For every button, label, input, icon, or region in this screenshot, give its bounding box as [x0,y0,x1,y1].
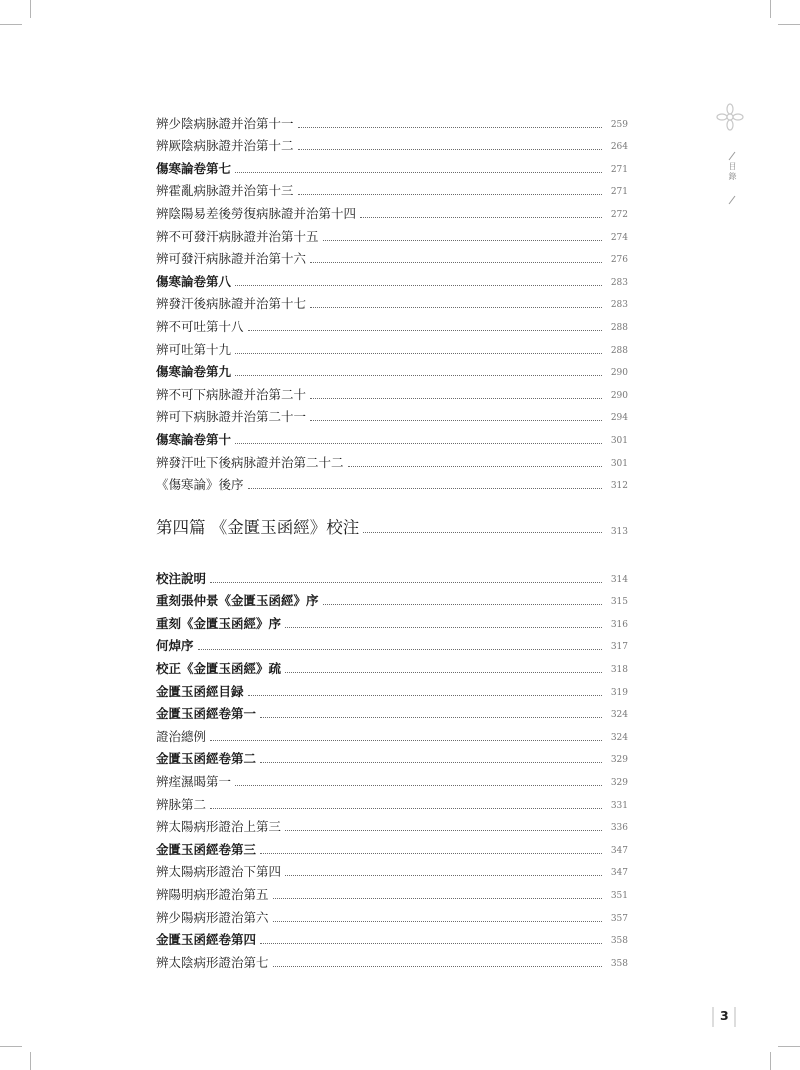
toc-entry-title: 辨少陰病脉證并治第十一 [156,115,294,131]
flower-emblem-icon [716,103,744,131]
toc-leader-dots [323,603,602,605]
toc-entry[interactable] [156,266,628,289]
toc-leader-dots [235,374,602,376]
toc-page-number: 271 [610,164,628,175]
toc-leader-dots [248,487,602,489]
toc-leader-dots [363,531,602,533]
toc-leader-dots [260,942,602,944]
toc-leader-dots [248,329,602,331]
toc-leader-dots [310,306,602,308]
toc-page-number: 351 [610,891,628,901]
toc-page-number: 324 [610,710,628,721]
toc-entry-title: 校正《金匱玉函經》疏 [156,661,282,677]
toc-entry[interactable] [156,631,628,654]
toc-leader-dots [310,261,602,263]
toc-page-number: 324 [610,732,628,743]
crop-mark [778,1046,800,1047]
toc-entry[interactable] [156,902,628,925]
toc-entry-title: 校注說明 [156,570,207,586]
page-number [712,1004,736,1032]
side-tab-label: 目錄 [728,162,737,182]
toc-entry-title: 金匱玉函經卷第二 [156,751,257,767]
toc-leader-dots [273,920,602,922]
toc-leader-dots [198,648,602,650]
toc-leader-dots [298,126,602,128]
toc-leader-dots [298,148,602,150]
crop-mark [30,1052,31,1070]
toc-entry[interactable] [156,721,628,744]
toc-leader-dots [260,761,602,763]
toc-page-number: 264 [610,142,628,153]
toc-entry[interactable] [156,244,628,267]
toc-entry-title: 金匱玉函經卷第一 [156,706,257,722]
toc-page-number: 347 [610,868,628,879]
toc-entry[interactable] [156,176,628,199]
toc-leader-dots [260,852,602,854]
toc-entry[interactable] [156,153,628,176]
toc-entry-title: 辨霍亂病脉證并治第十三 [156,183,294,199]
toc-entry-title: 傷寒論卷第七 [156,160,232,176]
toc-entry-title: 金匱玉函經目録 [156,683,244,699]
toc-page-number: 313 [610,526,628,537]
toc-page-number: 319 [610,687,628,698]
toc-page-number: 318 [610,665,628,676]
side-tab [720,150,744,206]
toc-entry-title: 辨脉第二 [156,796,207,812]
toc-entry[interactable] [156,744,628,767]
toc-entry[interactable] [156,879,628,902]
toc-entry[interactable] [156,131,628,154]
toc-entry[interactable] [156,766,628,789]
toc-entry[interactable] [156,108,628,131]
toc-entry-title: 金匱玉函經卷第四 [156,932,257,948]
toc-entry-title: 金匱玉函經卷第三 [156,841,257,857]
crop-mark [0,24,22,25]
toc-entry-title: 辨陽明病形證治第五 [156,887,269,902]
toc-leader-dots [210,581,602,583]
toc-entry[interactable] [156,379,628,402]
toc-leader-dots [310,419,602,421]
crop-mark [770,1052,771,1070]
toc-entry-title: 辨太陽病形證治下第四 [156,864,282,880]
toc-page-number: 301 [610,458,628,469]
toc-entry[interactable] [156,834,628,857]
toc-entry-title: 辨太陽病形證治上第三 [156,819,282,835]
toc-leader-dots [285,874,602,876]
toc-entry-title: 辨太陰病形證治第七 [156,954,269,970]
toc-page-number: 283 [610,277,628,288]
toc-entry[interactable] [156,586,628,609]
toc-leader-dots [360,216,602,218]
toc-entry[interactable] [156,289,628,312]
toc-entry-title: 傷寒論卷第八 [156,273,232,289]
toc-entry[interactable] [156,402,628,425]
toc-entry[interactable] [156,424,628,447]
toc-entry-title: 《傷寒論》後序 [156,477,244,493]
toc-page-number: 314 [610,574,628,585]
toc-leader-dots [273,897,602,899]
toc-entry[interactable] [156,447,628,470]
toc-leader-dots [210,739,602,741]
toc-leader-dots [210,807,602,809]
toc-page-number: 329 [610,755,628,766]
toc-leader-dots [285,829,602,831]
toc-entry[interactable] [156,789,628,812]
toc-entry[interactable] [156,334,628,357]
toc-entry[interactable] [156,676,628,699]
toc-entry-title: 第四篇 《金匱玉函經》校注 [156,517,360,537]
toc-leader-dots [248,694,602,696]
toc-entry[interactable] [156,812,628,835]
toc-page-number: 331 [610,800,628,811]
toc-page-number: 347 [610,845,628,856]
toc-entry[interactable] [156,653,628,676]
toc-entry-title: 辨少陽病形證治第六 [156,909,269,925]
toc-entry-title: 辨不可下病脉證并治第二十 [156,386,307,402]
toc-page-number: 357 [610,913,628,924]
toc-page-number: 316 [610,619,628,630]
toc-entry-title: 辨發汗吐下後病脉證并治第二十二 [156,454,344,470]
toc-page-number: 276 [610,255,628,266]
toc-page-number: 272 [610,209,628,220]
crop-mark [30,0,31,18]
toc-entry-title: 辨痓濕暍第一 [156,774,232,790]
toc-entry-title: 證治總例 [156,728,207,744]
toc-entry-title: 辨可下病脉證并治第二十一 [156,409,307,425]
toc-leader-dots [235,352,602,354]
toc-entry-title: 傷寒論卷第十 [156,431,232,447]
toc-entry[interactable] [156,470,628,493]
crop-mark [0,1046,22,1047]
toc-entry[interactable] [156,925,628,948]
toc-page-number: 317 [610,642,628,653]
toc-page-number: 290 [610,390,628,401]
toc-entry[interactable] [156,947,628,970]
toc-entry[interactable] [156,699,628,722]
toc-page-number: 274 [610,232,628,243]
toc-page-number: 271 [610,187,628,198]
toc-page-number: 259 [610,119,628,130]
toc-page-number: 288 [610,322,628,333]
toc-section-heading[interactable] [156,492,628,563]
toc-entry-title: 辨厥陰病脉證并治第十二 [156,138,294,154]
toc-entry-title: 辨陰陽易差後勞復病脉證并治第十四 [156,205,357,221]
toc-entry[interactable] [156,221,628,244]
toc-page-number: 283 [610,300,628,311]
toc-page-number: 329 [610,778,628,789]
toc-entry-title: 重刻張仲景《金匱玉函經》序 [156,593,319,609]
toc-page-number: 294 [610,413,628,424]
toc-leader-dots [285,671,602,673]
toc-page-number: 315 [610,597,628,608]
toc-leader-dots [348,465,602,467]
toc-entry-title: 辨可吐第十九 [156,341,232,357]
toc-page-number: 290 [610,368,628,379]
toc-leader-dots [273,965,602,967]
toc-entry-title: 重刻《金匱玉函經》序 [156,615,282,631]
toc-entry[interactable] [156,563,628,586]
toc-entry[interactable] [156,198,628,221]
toc-entry[interactable] [156,857,628,880]
toc-leader-dots [235,442,602,444]
toc-leader-dots [285,626,602,628]
toc-leader-dots [235,784,602,786]
toc-leader-dots [235,284,602,286]
toc-entry[interactable] [156,608,628,631]
toc-entry[interactable] [156,311,628,334]
toc-leader-dots [260,716,602,718]
toc-entry-title: 辨不可吐第十八 [156,318,244,334]
toc-page-number: 312 [610,481,628,492]
crop-mark [778,24,800,25]
toc-entry-title: 辨發汗後病脉證并治第十七 [156,296,307,312]
toc-page-number: 336 [610,823,628,834]
toc-leader-dots [310,397,602,399]
toc-entry-title: 傷寒論卷第九 [156,364,232,380]
page-number-text: 3 [720,1008,729,1023]
toc-entry-title: 辨可發汗病脉證并治第十六 [156,251,307,267]
toc-leader-dots [235,171,602,173]
toc-entry-title: 辨不可發汗病脉證并治第十五 [156,228,319,244]
toc-entry-title: 何焯序 [156,638,194,654]
toc-entry[interactable] [156,357,628,380]
toc-page-number: 288 [610,345,628,356]
table-of-contents [156,108,628,970]
toc-page-number: 358 [610,936,628,947]
toc-leader-dots [323,239,602,241]
crop-mark [770,0,771,18]
toc-page-number: 301 [610,435,628,446]
toc-page-number: 358 [610,958,628,969]
toc-leader-dots [298,193,602,195]
